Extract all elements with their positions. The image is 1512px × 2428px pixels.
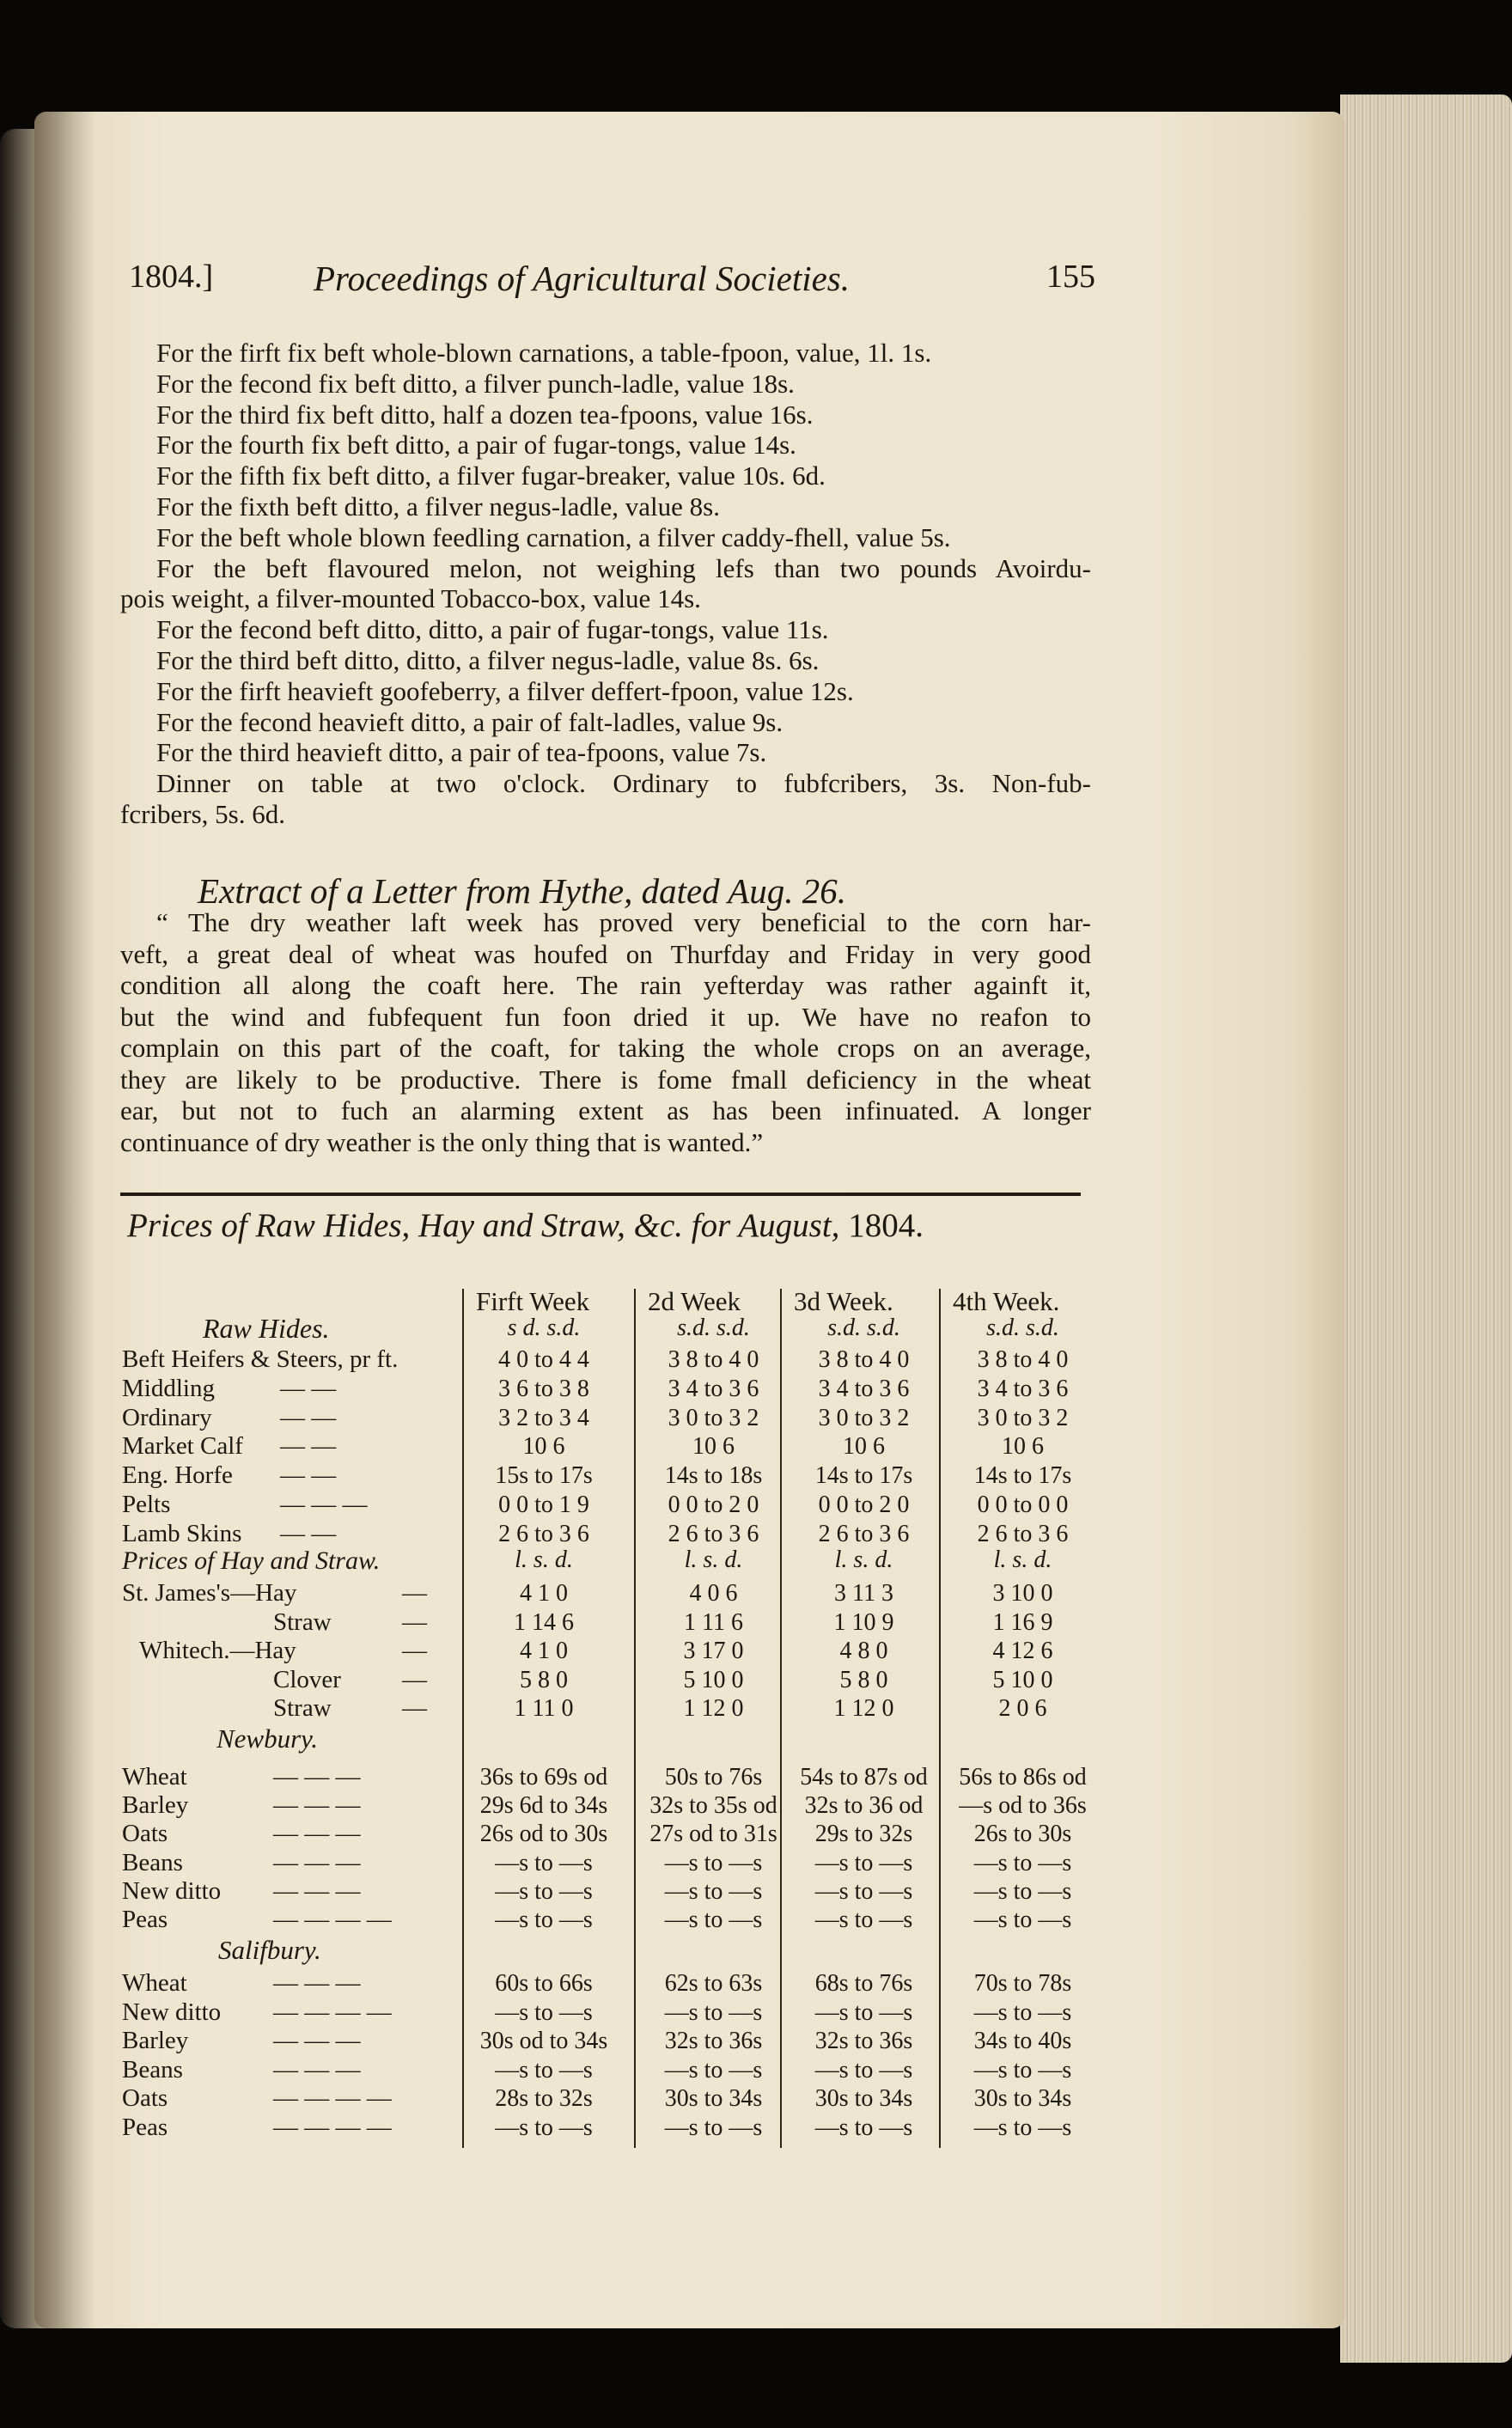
row-label: Middling [122,1374,215,1402]
price-cell: 4 1 0 [520,1580,568,1607]
price-cell: —s to —s [664,1906,763,1933]
price-cell: 3 2 to 3 4 [498,1404,589,1431]
row-label: Beft Heifers & Steers, pr ft. [122,1345,399,1373]
price-cell: 60s to 66s [495,1970,593,1997]
leader-dashes: — — — [273,1969,361,1997]
row-label: Peas [122,2114,168,2141]
price-table-title [127,1206,924,1245]
week-header: 2d Week [648,1286,741,1316]
spine-shadow [34,112,94,2328]
price-cell: 2 6 to 3 6 [818,1520,910,1547]
price-cell: 2 6 to 3 6 [498,1520,589,1547]
price-cell: 3 8 to 4 0 [977,1346,1069,1373]
price-cell: 14s to 17s [814,1462,913,1490]
price-cell: 3 8 to 4 0 [668,1346,759,1373]
price-table-title-year: 1804. [848,1207,924,1244]
unit-label: s.d. s.d. [986,1315,1059,1341]
price-cell: 3 0 to 3 2 [977,1404,1069,1431]
price-cell: 32s to 36s [814,2028,913,2055]
price-cell: —s to —s [814,1998,913,2026]
prize-line: For the firft heavieft goofeberry, a filver deffert-fpoon, value 12s. [156,675,854,706]
extract-line: ear, but not to fuch an alarming extent as has been infinuated. A longer [120,1095,1091,1126]
price-cell: 3 4 to 3 6 [977,1375,1069,1402]
price-cell: 0 0 to 2 0 [668,1492,759,1518]
row-label: St. James's—Hay [122,1579,297,1607]
price-cell: —s to —s [973,1849,1072,1876]
unit-label: l. s. d. [993,1546,1052,1573]
price-cell: 62s to 63s [664,1970,763,1997]
leader-dashes: — — [280,1519,337,1547]
price-cell: 1 14 6 [514,1608,574,1636]
price-cell: 3 8 to 4 0 [818,1346,910,1373]
price-cell: 28s to 32s [495,2085,593,2113]
price-cell: —s to —s [495,1906,593,1933]
price-cell: —s to —s [664,2056,763,2083]
price-cell: —s od to 36s [959,1792,1087,1820]
leader-dashes: — [402,1694,427,1723]
row-label: Oats [122,1820,168,1848]
price-cell: 5 8 0 [520,1666,568,1693]
price-cell: —s to —s [973,2056,1072,2083]
section-divider [120,1193,1081,1196]
hay-straw-title: Prices of Hay and Straw. [122,1546,381,1575]
leader-dashes: — — — [273,1763,361,1790]
price-cell: 1 12 0 [683,1695,744,1723]
prize-line: For the fixth beft ditto, a filver negus-ladle, value 8s. [156,491,720,522]
price-cell: 70s to 78s [973,1970,1072,1997]
leader-dashes: — [402,1579,427,1607]
price-cell: 1 12 0 [833,1695,894,1723]
price-cell: —s to —s [814,1849,913,1876]
leader-dashes: — — — [280,1491,368,1518]
row-label: New ditto [122,1998,222,2026]
row-label: Pelts [122,1491,171,1518]
price-cell: 32s to 36 od [804,1792,924,1820]
column-separator [939,1289,941,2148]
price-cell: 5 10 0 [992,1666,1053,1693]
price-cell: 10 6 [692,1433,735,1461]
extract-heading: Extract of a Letter from Hythe, dated Aug. 26. [198,871,846,911]
price-cell: 3 4 to 3 6 [818,1375,910,1402]
leader-dashes: — [402,1665,427,1693]
prize-line: For the fecond beft ditto, ditto, a pair of fugar-tongs, value 11s. [156,614,829,645]
leader-dashes: — [402,1607,427,1636]
page-edges [1340,95,1512,2363]
price-cell: 5 10 0 [683,1666,744,1693]
price-cell: —s to —s [814,2114,913,2141]
price-cell: 68s to 76s [814,1970,913,1997]
row-label: New ditto [122,1876,222,1905]
price-cell: —s to —s [814,2056,913,2083]
price-cell: 56s to 86s od [959,1764,1087,1790]
price-cell: 26s od to 30s [479,1821,608,1848]
leader-dashes: — — — — [273,1998,392,2026]
price-cell: 15s to 17s [495,1462,593,1490]
page-number: 155 [1046,259,1095,295]
price-cell: —s to —s [973,1998,1072,2026]
price-cell: —s to —s [814,1877,913,1905]
row-label: Eng. Horfe [122,1461,233,1490]
price-cell: 26s to 30s [973,1821,1072,1848]
price-cell: 36s to 69s od [479,1764,608,1790]
extract-line: but the wind and fubfequent fun foon dried it up. We have no reafon to [120,1001,1091,1032]
row-label: Peas [122,1906,168,1933]
row-label: Whitech.—Hay [139,1637,296,1665]
price-cell: 10 6 [1002,1433,1044,1461]
prize-line: For the third heavieft ditto, a pair of tea-fpoons, value 7s. [156,737,767,768]
price-cell: 3 6 to 3 8 [498,1375,589,1402]
price-cell: 4 8 0 [839,1638,888,1665]
prize-line: For the beft whole blown feedling carnation, a filver caddy-fhell, value 5s. [156,522,951,552]
leader-dashes: — — [280,1432,337,1461]
unit-label: s d. s.d. [507,1315,581,1341]
prize-line: For the fifth fix beft ditto, a filver fugar-breaker, value 10s. 6d. [156,461,826,491]
unit-label: s.d. s.d. [827,1315,900,1341]
price-cell: 30s to 34s [814,2085,913,2113]
price-cell: —s to —s [495,1998,593,2026]
row-label: Ordinary [122,1403,212,1431]
leader-dashes: — — — [273,2027,361,2055]
price-cell: 4 0 to 4 4 [498,1346,589,1373]
row-label: Barley [122,2027,189,2055]
price-cell: —s to —s [495,1849,593,1876]
prize-line: Dinner on table at two o'clock. Ordinary to fubfcribers, 3s. Non-fub- [156,768,1091,799]
price-table-title-text: Prices of Raw Hides, Hay and Straw, &c. for August, [127,1207,849,1244]
price-cell: —s to —s [495,2114,593,2141]
price-cell: —s to —s [814,1906,913,1933]
price-cell: —s to —s [973,1877,1072,1905]
row-label: Straw [273,1607,332,1636]
leader-dashes: — — — [273,1820,361,1848]
prize-line: For the fecond fix beft ditto, a filver punch-ladle, value 18s. [156,368,795,399]
row-label: Market Calf [122,1432,243,1461]
price-cell: 10 6 [522,1433,565,1461]
leader-dashes: — — — — [273,1906,392,1933]
price-cell: 34s to 40s [973,2028,1072,2055]
price-cell: —s to —s [664,1998,763,2026]
extract-line: continuance of dry weather is the only thing that is wanted.” [120,1126,764,1157]
price-cell: 29s to 32s [814,1821,913,1848]
price-cell: —s to —s [495,1877,593,1905]
price-cell: —s to —s [664,1849,763,1876]
header-year: 1804.] [129,259,214,295]
leader-dashes: — [402,1637,427,1665]
price-cell: 3 17 0 [683,1638,744,1665]
row-label: Wheat [122,1763,187,1790]
row-label: Clover [273,1665,341,1693]
prize-line: For the beft flavoured melon, not weighing lefs than two pounds Avoirdu- [156,552,1091,583]
price-cell: —s to —s [973,1906,1072,1933]
extract-line: veft, a great deal of wheat was houfed on Thurfday and Friday in very good [120,938,1091,969]
running-header [129,258,1095,309]
prize-line: For the third beft ditto, ditto, a filver negus-ladle, value 8s. 6s. [156,645,820,675]
leader-dashes: — — — — [273,2114,392,2141]
price-cell: —s to —s [664,1877,763,1905]
leader-dashes: — — — [273,1791,361,1820]
row-label: Wheat [122,1969,187,1997]
price-cell: 27s od to 31s [649,1821,777,1848]
row-label: Oats [122,2084,168,2113]
price-cell: 50s to 76s [664,1764,763,1790]
price-cell: 10 6 [843,1433,885,1461]
unit-label: l. s. d. [684,1546,743,1573]
prize-line: For the fourth fix beft ditto, a pair of fugar-tongs, value 14s. [156,430,796,461]
prize-line: For the third fix beft ditto, half a dozen tea-fpoons, value 16s. [156,399,814,430]
header-title: Proceedings of Agricultural Societies. [314,259,850,298]
leader-dashes: — — [280,1374,337,1402]
price-cell: 30s od to 34s [479,2028,608,2055]
price-cell: 2 0 6 [998,1695,1047,1723]
unit-label: s.d. s.d. [677,1315,750,1341]
extract-line: “ The dry weather laft week has proved very beneficial to the corn har- [156,907,1091,937]
column-separator [634,1289,636,2148]
row-label: Beans [122,1848,183,1876]
price-cell: 3 4 to 3 6 [668,1375,759,1402]
price-cell: 32s to 35s od [649,1792,777,1820]
price-cell: 30s to 34s [664,2085,763,2113]
salisbury-title: Salifbury. [218,1935,321,1965]
week-header: 3d Week. [794,1286,893,1316]
row-label: Lamb Skins [122,1519,242,1547]
extract-line: condition all along the coaft here. The rain yefterday was rather againft it, [120,970,1091,1000]
extract-line: complain on this part of the coaft, for taking the whole crops on an average, [120,1033,1091,1063]
unit-label: l. s. d. [515,1546,573,1573]
prize-line: fcribers, 5s. 6d. [120,799,285,829]
row-label: Beans [122,2055,183,2083]
price-cell: 29s 6d to 34s [479,1792,608,1820]
price-cell: 4 0 6 [689,1580,738,1607]
column-separator [462,1289,464,2148]
price-cell: 4 1 0 [520,1638,568,1665]
price-cell: 0 0 to 2 0 [818,1492,910,1518]
newbury-title: Newbury. [216,1723,318,1754]
prize-line: For the firft fix beft whole-blown carnations, a table-fpoon, value, 1l. 1s. [156,338,932,368]
week-header: Firft Week [476,1286,590,1316]
price-cell: 1 10 9 [833,1608,894,1636]
price-cell: 14s to 17s [973,1462,1072,1490]
price-cell: 2 6 to 3 6 [668,1520,759,1547]
price-cell: 4 12 6 [992,1638,1053,1665]
price-cell: 2 6 to 3 6 [977,1520,1069,1547]
price-cell: —s to —s [664,2114,763,2141]
price-cell: —s to —s [495,2056,593,2083]
unit-label: l. s. d. [834,1546,893,1573]
price-cell: 14s to 18s [664,1462,763,1490]
price-cell: 3 11 3 [834,1580,893,1607]
price-cell: 3 0 to 3 2 [818,1404,910,1431]
price-cell: 54s to 87s od [800,1764,928,1790]
price-cell: —s to —s [973,2114,1072,2141]
price-cell: 0 0 to 0 0 [977,1492,1069,1518]
price-cell: 1 11 6 [684,1608,743,1636]
leader-dashes: — — [280,1403,337,1431]
leader-dashes: — — — [273,1876,361,1905]
row-label: Barley [122,1791,189,1820]
price-cell: 0 0 to 1 9 [498,1492,589,1518]
price-cell: 5 8 0 [839,1666,888,1693]
prize-line: For the fecond heavieft ditto, a pair of falt-ladles, value 9s. [156,706,783,737]
price-cell: 3 0 to 3 2 [668,1404,759,1431]
prize-line: pois weight, a filver-mounted Tobacco-box, value 14s. [120,583,701,614]
leader-dashes: — — — [273,1848,361,1876]
price-cell: 3 10 0 [992,1580,1053,1607]
price-cell: 1 11 0 [514,1695,574,1723]
week-header: 4th Week. [953,1286,1060,1316]
raw-hides-title: Raw Hides. [203,1313,330,1344]
leader-dashes: — — — — [273,2084,392,2113]
extract-line: they are likely to be productive. There is fome fmall deficiency in the wheat [120,1064,1091,1095]
price-cell: 1 16 9 [992,1608,1053,1636]
price-cell: 32s to 36s [664,2028,763,2055]
leader-dashes: — — [280,1461,337,1490]
leader-dashes: — — — [273,2055,361,2083]
price-cell: 30s to 34s [973,2085,1072,2113]
row-label: Straw [273,1694,332,1723]
